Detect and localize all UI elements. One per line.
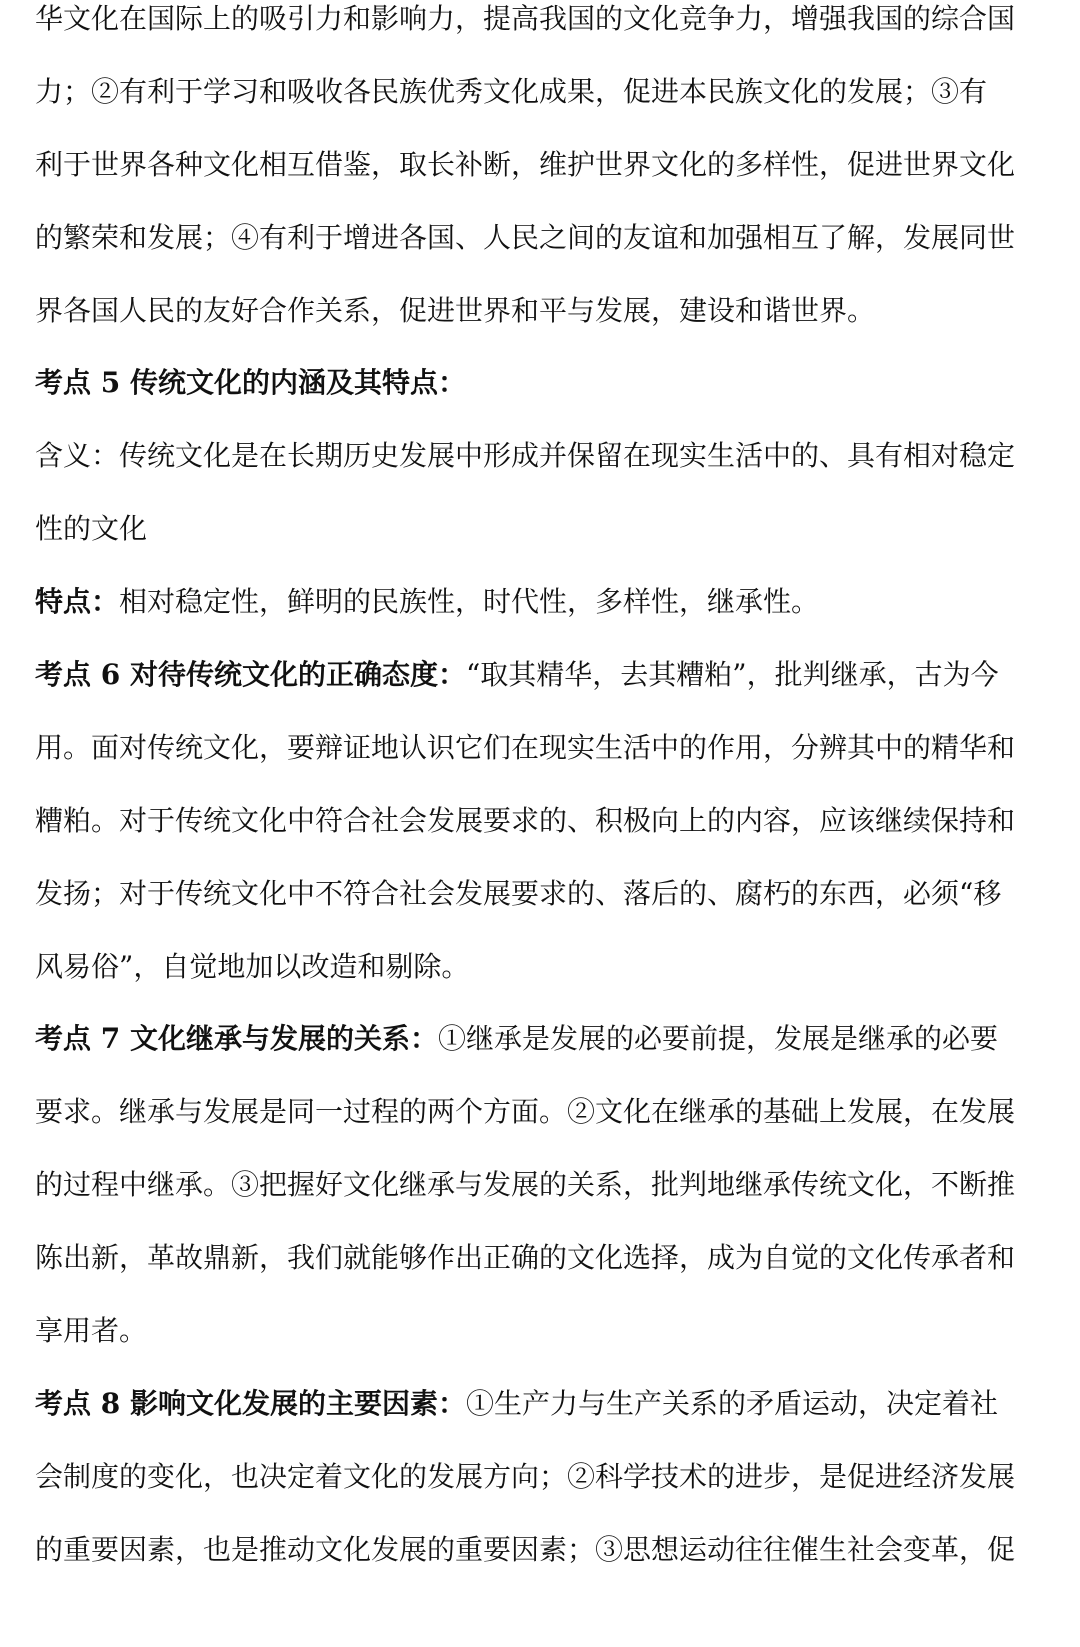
line-text: 会制度的变化，也决定着文化的发展方向；②科学技术的进步，是促进经济发展 xyxy=(35,1460,1016,1493)
section-heading xyxy=(35,359,1055,407)
text-line xyxy=(35,797,1055,845)
line-text: 陈出新，革故鼎新，我们就能够作出正确的文化选择，成为自觉的文化传承者和 xyxy=(35,1241,1016,1274)
line-text: 发扬；对于传统文化中不符合社会发展要求的、落后的、腐朽的东西，必须“移 xyxy=(35,877,1002,910)
text-line xyxy=(35,1526,1055,1574)
text-line xyxy=(35,1161,1055,1209)
text-line xyxy=(35,1234,1055,1282)
text-line xyxy=(35,505,1055,553)
text-line xyxy=(35,141,1055,189)
line-heading: 考点 5 传统文化的内涵及其特点： xyxy=(35,366,466,399)
line-text: 的繁荣和发展；④有利于增进各国、人民之间的友谊和加强相互了解，发展同世 xyxy=(35,221,1016,254)
text-line xyxy=(35,1453,1055,1501)
line-text: 的重要因素，也是推动文化发展的重要因素；③思想运动往往催生社会变革，促 xyxy=(35,1533,1016,1566)
line-heading: 特点： xyxy=(35,585,120,618)
section-heading xyxy=(35,651,1055,699)
line-text: 含义：传统文化是在长期历史发展中形成并保留在现实生活中的、具有相对稳定 xyxy=(35,439,1016,472)
line-text: ①生产力与生产关系的矛盾运动，决定着社 xyxy=(465,1387,998,1420)
line-text: 性的文化 xyxy=(35,512,148,545)
line-text: 相对稳定性，鲜明的民族性，时代性，多样性，继承性。 xyxy=(119,585,820,618)
section-heading xyxy=(35,1380,1055,1428)
text-line xyxy=(35,432,1055,480)
line-text: 的过程中继承。③把握好文化继承与发展的关系，批判地继承传统文化，不断推 xyxy=(35,1168,1016,1201)
text-line xyxy=(35,578,1055,626)
line-text: 要求。继承与发展是同一过程的两个方面。②文化在继承的基础上发展，在发展 xyxy=(35,1095,1016,1128)
line-text: 享用者。 xyxy=(35,1314,148,1347)
text-line xyxy=(35,287,1055,335)
text-line xyxy=(35,1307,1055,1355)
line-text: 界各国人民的友好合作关系，促进世界和平与发展，建设和谐世界。 xyxy=(35,294,876,327)
line-text: 力；②有利于学习和吸收各民族优秀文化成果，促进本民族文化的发展；③有 xyxy=(35,75,988,108)
text-line xyxy=(35,724,1055,772)
text-line xyxy=(35,68,1055,116)
section-heading xyxy=(35,1015,1055,1063)
line-text: ①继承是发展的必要前提，发展是继承的必要 xyxy=(437,1022,998,1055)
line-text: 糟粕。对于传统文化中符合社会发展要求的、积极向上的内容，应该继续保持和 xyxy=(35,804,1016,837)
line-text: 华文化在国际上的吸引力和影响力，提高我国的文化竞争力，增强我国的综合国 xyxy=(35,2,1016,35)
line-heading: 考点 6 对待传统文化的正确态度： xyxy=(35,658,466,691)
text-line xyxy=(35,214,1055,262)
text-line xyxy=(35,870,1055,918)
text-line xyxy=(35,0,1055,43)
line-text: 用。面对传统文化，要辩证地认识它们在现实生活中的作用，分辨其中的精华和 xyxy=(35,731,1016,764)
text-line xyxy=(35,943,1055,991)
line-heading: 考点 8 影响文化发展的主要因素： xyxy=(35,1387,466,1420)
line-text: 风易俗”，自觉地加以改造和剔除。 xyxy=(35,950,470,983)
line-text: 利于世界各种文化相互借鉴，取长补断，维护世界文化的多样性，促进世界文化 xyxy=(35,148,1016,181)
line-heading: 考点 7 文化继承与发展的关系： xyxy=(35,1022,438,1055)
text-line xyxy=(35,1088,1055,1136)
line-text: “取其精华，去其糟粕”，批判继承，古为今 xyxy=(465,658,999,691)
